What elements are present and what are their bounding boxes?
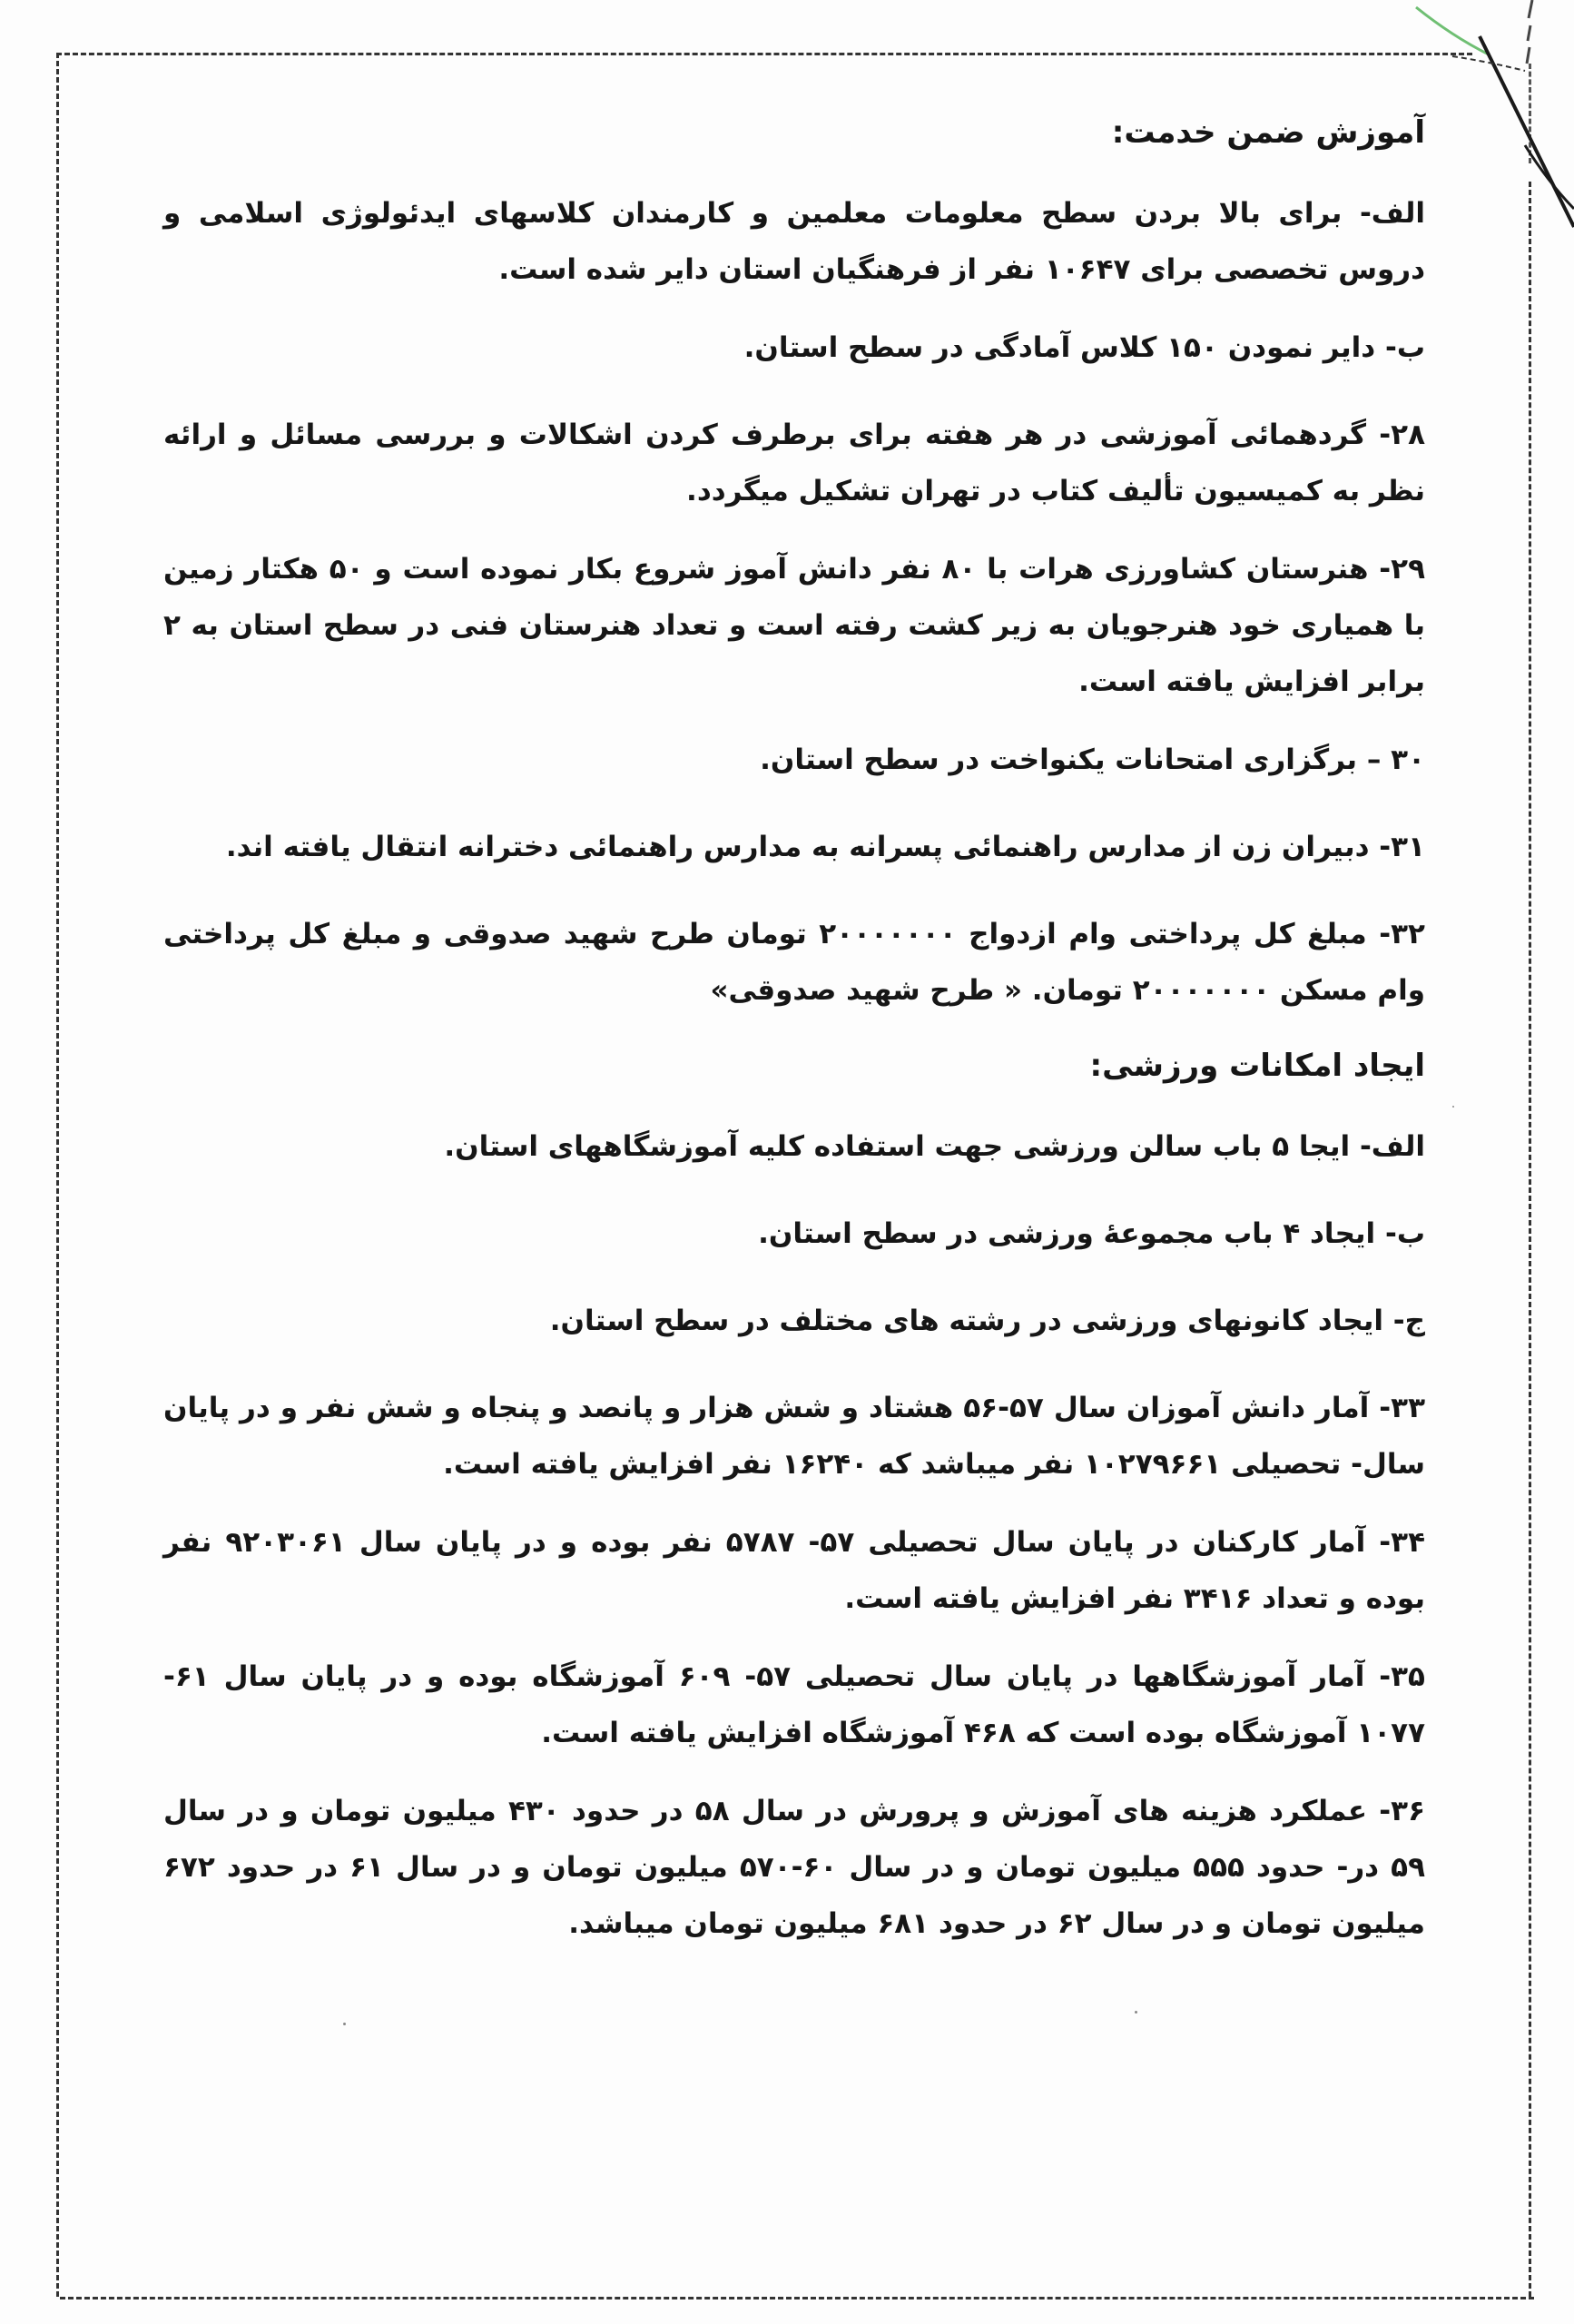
- scan-speck: [1135, 2011, 1137, 2014]
- frame-top-border: [56, 53, 1472, 55]
- heading-in-service-training: آموزش ضمن خدمت:: [1111, 114, 1425, 151]
- scan-speck: [1452, 1106, 1454, 1108]
- frame-left-border: [56, 53, 59, 2297]
- paragraph-item-28: ۲۸- گردهمائی آموزشی در هر هفته برای برطرف کردن اشکالات و بررسی مسائل و ارائه نظر به کمیسیون تألیف کتاب در تهران تشکیل میگردد.: [163, 419, 1425, 507]
- paragraph-item-34: ۳۴- آمار کارکنان در پایان سال تحصیلی ۵۷- ۵۷۸۷ نفر بوده و در پایان سال ۹۲۰۳۰۶۱ نفر بوده و تعداد ۳۴۱۶ نفر افزایش یافته است.: [163, 1526, 1426, 1615]
- paragraph-training-a: الف- برای بالا بردن سطح معلومات معلمین و کارمندان کلاسهای ایدئولوژی اسلامی و دروس تخصصی برای ۱۰۶۴۷ نفر از فرهنگیان استان دایر شده است.: [163, 197, 1425, 286]
- paragraph-item-36: ۳۶- عملکرد هزینه های آموزش و پرورش در سال ۵۸ در حدود ۴۳۰ میلیون تومان و در سال ۵۹ در- حدود ۵۵۵ میلیون تومان و در سال ۶۰-۵۷۰ میلیون تومان و در سال ۶۱ در حدود ۶۷۲ میلیون تومان و در سال ۶۲ در حدود ۶۸۱ میلیون تومان میباشد.: [163, 1795, 1426, 1940]
- paragraph-sports-c: ج- ایجاد کانونهای ورزشی در رشته های مختلف در سطح استان.: [549, 1305, 1425, 1337]
- frame-bottom-border: [60, 2297, 1534, 2299]
- paragraph-item-32: ۳۲- مبلغ کل پرداختی وام ازدواج ۲۰۰۰۰۰۰۰ تومان طرح شهید صدوقی و مبلغ کل پرداختی وام مسکن ۲۰۰۰۰۰۰۰ تومان. « طرح شهید صدوقی»: [163, 918, 1425, 1007]
- scan-speck: [343, 2023, 346, 2025]
- paragraph-item-31: ۳۱- دبیران زن از مدارس راهنمائی پسرانه به مدارس راهنمائی دخترانه انتقال یافته اند.: [225, 831, 1425, 863]
- paragraph-item-29: ۲۹- هنرستان کشاورزی هرات با ۸۰ نفر دانش آموز شروع بکار نموده است و ۵۰ هکتار زمین با همیاری خود هنرجویان به زیر کشت رفته است و تعداد هنرستان فنی در سطح استان به ۲ برابر افزایش یافته است.: [163, 553, 1425, 698]
- paragraph-item-30: ۳۰ – برگزاری امتحانات یکنواخت در سطح استان.: [760, 743, 1425, 776]
- paragraph-item-35: ۳۵- آمار آموزشگاهها در پایان سال تحصیلی ۵۷- ۶۰۹ آموزشگاه بوده و در پایان سال ۶۱- ۱۰۷۷ آموزشگاه بوده است که ۴۶۸ آموزشگاه افزایش یافته است.: [163, 1660, 1425, 1749]
- heading-sports-facilities: ایجاد امکانات ورزشی:: [1089, 1048, 1425, 1084]
- document-body: [163, 107, 1425, 1974]
- frame-right-border: [1529, 182, 1531, 2297]
- paragraph-training-b: ب- دایر نمودن ۱۵۰ کلاس آمادگی در سطح استان.: [743, 331, 1425, 364]
- paragraph-item-33: ۳۳- آمار دانش آموزان سال ۵۷-۵۶ هشتاد و شش هزار و پانصد و پنجاه و شش نفر و در پایان سال- تحصیلی ۱۰۲۷۹۶۶۱ نفر میباشد که ۱۶۲۴۰ نفر افزایش یافته است.: [163, 1392, 1425, 1481]
- paragraph-sports-b: ب- ایجاد ۴ باب مجموعۀ ورزشی در سطح استان.: [758, 1217, 1425, 1250]
- paragraph-sports-a: الف- ایجا ۵ باب سالن ورزشی جهت استفاده کلیه آموزشگاههای استان.: [444, 1130, 1425, 1163]
